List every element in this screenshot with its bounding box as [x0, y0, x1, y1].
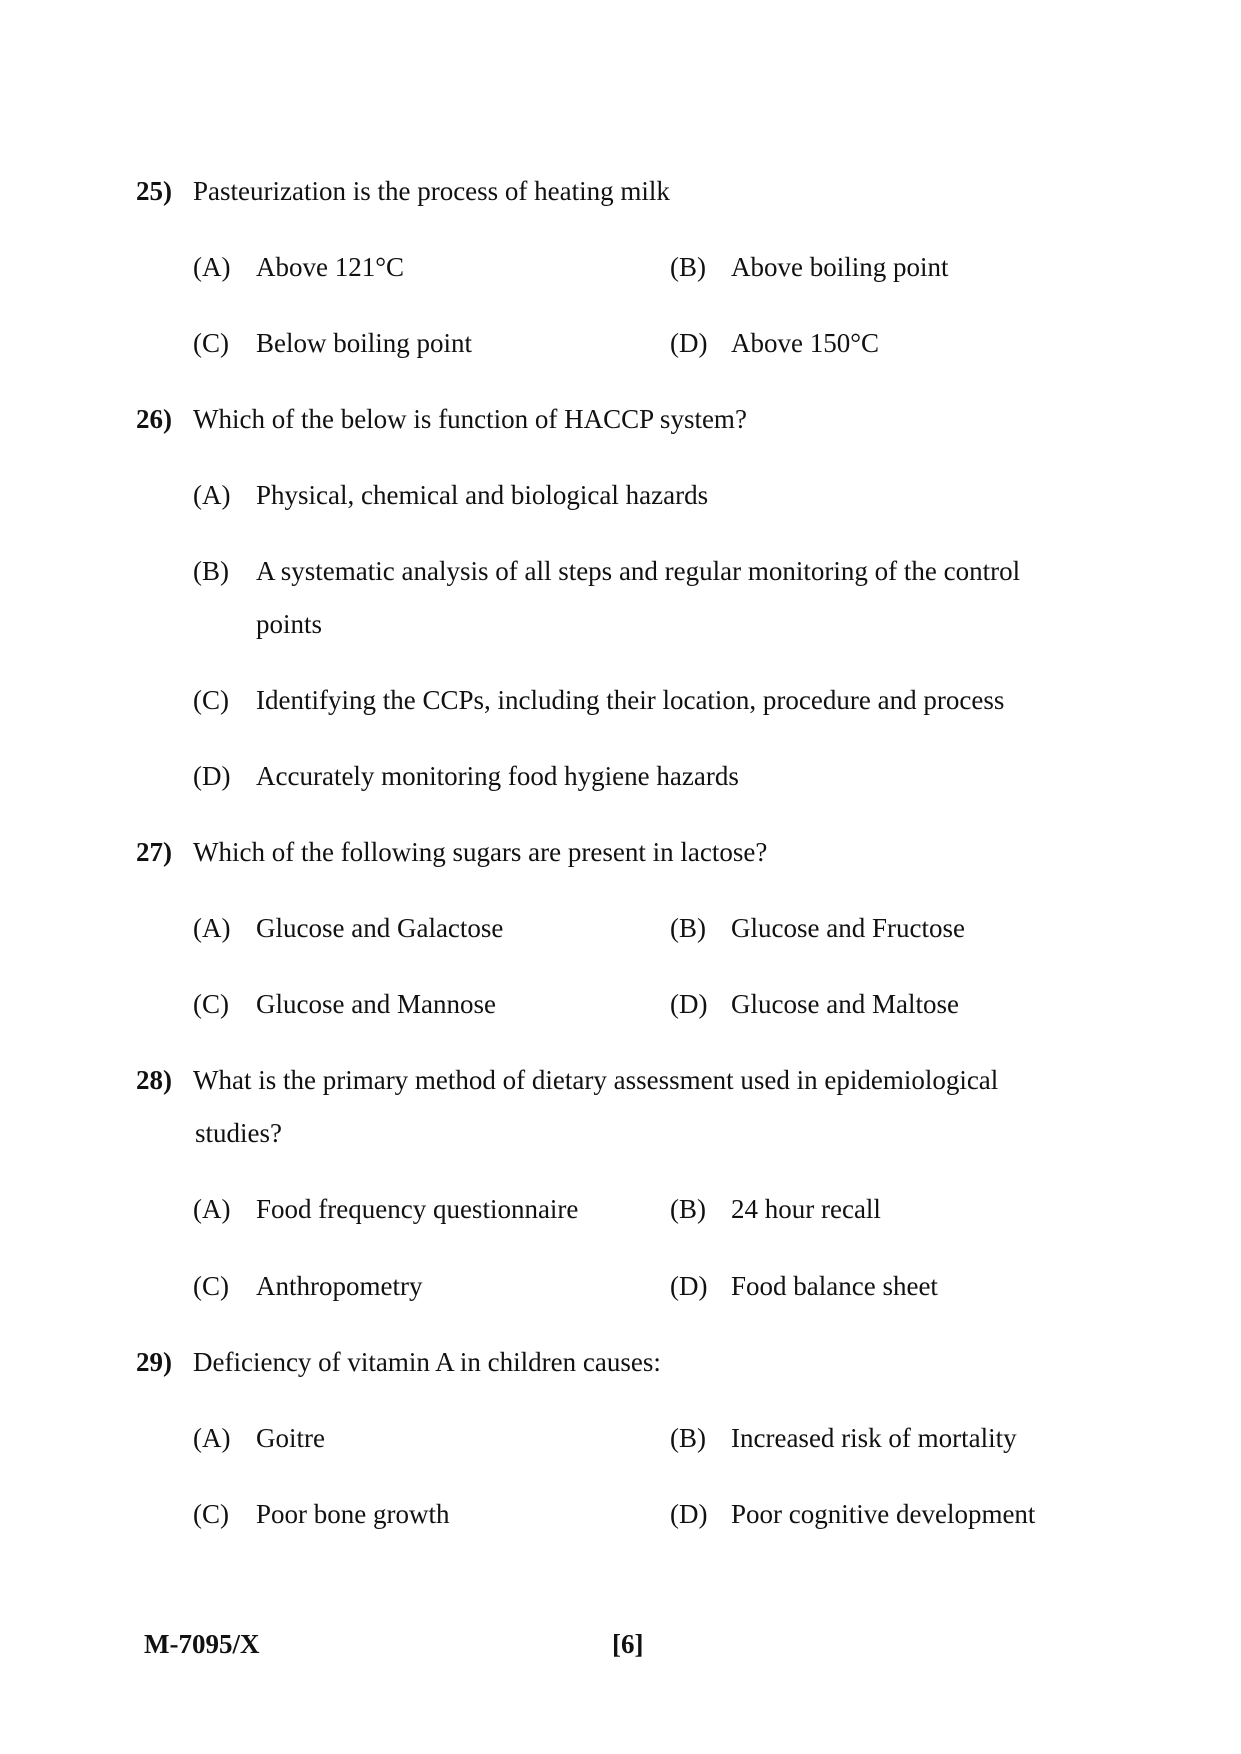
- option-label: (C): [193, 685, 229, 715]
- option-text: A systematic analysis of all steps and regular monitoring of the control: [256, 556, 1021, 586]
- option-label: (A): [193, 480, 231, 510]
- option-text: Identifying the CCPs, including their location, procedure and process: [256, 685, 1005, 715]
- option-label: (D): [670, 989, 708, 1019]
- option-text: Glucose and Fructose: [731, 913, 965, 943]
- option-text: Glucose and Mannose: [256, 989, 496, 1019]
- option-label: (A): [193, 252, 231, 282]
- option-label: (C): [193, 328, 229, 358]
- question-number: 25): [136, 176, 172, 206]
- question-text: Pasteurization is the process of heating milk: [193, 176, 670, 206]
- option-label: (A): [193, 913, 231, 943]
- option-label: (C): [193, 1499, 229, 1529]
- option-label: (B): [670, 252, 706, 282]
- question-number: 28): [136, 1065, 172, 1095]
- option-text: Above 150°C: [731, 328, 880, 358]
- option-text: Poor bone growth: [256, 1499, 450, 1529]
- option-text: Increased risk of mortality: [731, 1423, 1017, 1453]
- paper-code: M-7095/X: [144, 1629, 260, 1659]
- option-text: Above boiling point: [731, 252, 949, 282]
- option-text: Accurately monitoring food hygiene hazards: [256, 761, 739, 791]
- page-number: [6]: [612, 1629, 644, 1659]
- option-label: (C): [193, 1271, 229, 1301]
- option-text: Below boiling point: [256, 328, 472, 358]
- option-label: (D): [193, 761, 231, 791]
- option-text: Food frequency questionnaire: [256, 1194, 579, 1224]
- option-label: (B): [670, 1423, 706, 1453]
- option-label: (A): [193, 1194, 231, 1224]
- option-label: (D): [670, 328, 708, 358]
- option-label: (D): [670, 1499, 708, 1529]
- option-text: Anthropometry: [256, 1271, 423, 1301]
- question-text: Which of the following sugars are present in lactose?: [193, 837, 768, 867]
- option-text: Glucose and Galactose: [256, 913, 504, 943]
- option-text: Food balance sheet: [731, 1271, 938, 1301]
- question-text: Which of the below is function of HACCP system?: [193, 404, 747, 434]
- option-label: (A): [193, 1423, 231, 1453]
- question-number: 26): [136, 404, 172, 434]
- option-label: (D): [670, 1271, 708, 1301]
- question-text: What is the primary method of dietary assessment used in epidemiological: [193, 1065, 999, 1095]
- question-text: Deficiency of vitamin A in children causes:: [193, 1347, 661, 1377]
- option-text: Goitre: [256, 1423, 325, 1453]
- option-label: (B): [670, 1194, 706, 1224]
- question-text-continuation: studies?: [195, 1118, 282, 1148]
- option-label: (B): [193, 556, 229, 586]
- option-text: 24 hour recall: [731, 1194, 881, 1224]
- question-number: 27): [136, 837, 172, 867]
- option-text-continuation: points: [256, 609, 323, 639]
- option-text: Physical, chemical and biological hazards: [256, 480, 709, 510]
- option-label: (C): [193, 989, 229, 1019]
- option-text: Poor cognitive development: [731, 1499, 1036, 1529]
- option-text: Above 121°C: [256, 252, 405, 282]
- question-number: 29): [136, 1347, 172, 1377]
- option-text: Glucose and Maltose: [731, 989, 959, 1019]
- option-label: (B): [670, 913, 706, 943]
